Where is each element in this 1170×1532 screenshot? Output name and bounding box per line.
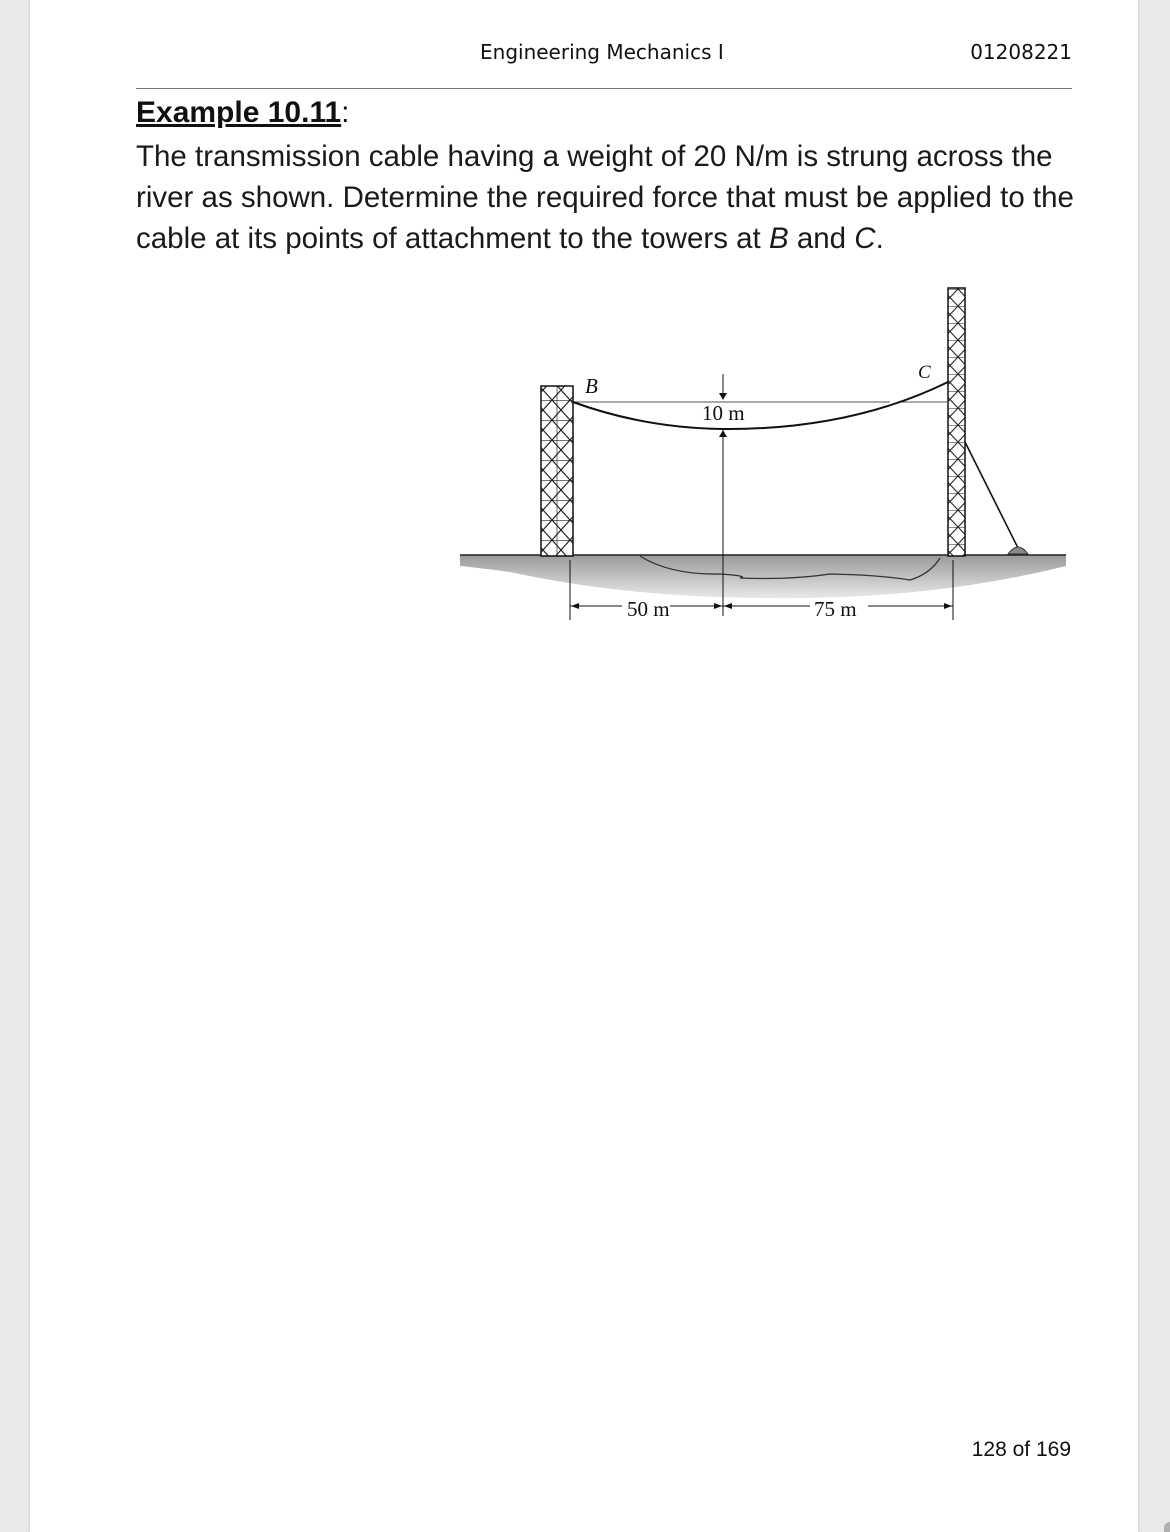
guy-anchor xyxy=(1008,547,1028,554)
problem-text-2: and xyxy=(788,222,855,255)
transmission-cable xyxy=(573,382,948,429)
tower-c xyxy=(948,288,965,556)
guy-wire xyxy=(965,442,1018,548)
cable-figure xyxy=(30,0,1138,660)
label-sag: 10 m xyxy=(702,401,745,425)
label-b: B xyxy=(585,374,598,398)
page-indicator: 128 of 169 xyxy=(971,1438,1071,1461)
problem-point-c: C xyxy=(854,222,876,255)
problem-text-1: The transmission cable having a weight of 20 N/m is strung across the river as shown. Determine the required force that must be applied to the cable at its points of attachment to the towers at xyxy=(136,140,1074,255)
label-c: C xyxy=(918,362,931,383)
scrollbar-thumb[interactable] xyxy=(1164,1522,1170,1532)
course-code: 01208221 xyxy=(970,40,1072,64)
problem-point-b: B xyxy=(768,222,789,255)
course-title: Engineering Mechanics I xyxy=(480,40,724,64)
label-span-right: 75 m xyxy=(814,597,857,621)
ground-shading xyxy=(460,555,1066,598)
problem-text-3: . xyxy=(875,222,884,255)
example-colon: : xyxy=(341,96,350,129)
document-page xyxy=(30,0,1138,1532)
label-span-left: 50 m xyxy=(627,597,670,621)
example-label: Example 10.11 xyxy=(136,96,342,129)
